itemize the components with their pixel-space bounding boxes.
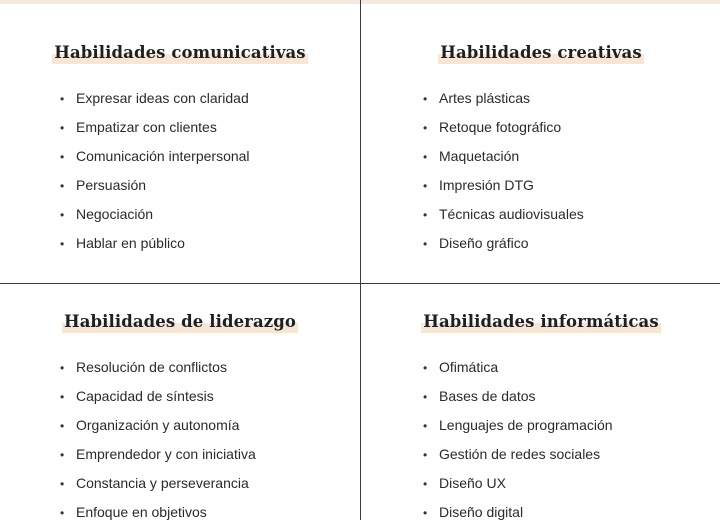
bullet-icon: •	[423, 92, 428, 106]
list-item	[423, 357, 613, 386]
list-item-label: Organización y autonomía	[76, 417, 240, 433]
list-item	[60, 444, 256, 473]
bullet-icon: •	[60, 419, 65, 433]
list-item-label: Diseño digital	[439, 504, 524, 520]
list-item-label: Negociación	[76, 206, 154, 222]
skills-list	[423, 88, 584, 262]
bullet-icon: •	[423, 237, 428, 251]
list-item-label: Gestión de redes sociales	[439, 446, 601, 462]
horizontal-divider	[0, 283, 720, 284]
list-item	[60, 502, 256, 531]
list-item	[60, 175, 250, 204]
bullet-icon: •	[60, 121, 65, 135]
list-item	[423, 233, 584, 262]
bullet-icon: •	[423, 121, 428, 135]
list-item-label: Empatizar con clientes	[76, 119, 217, 135]
list-item-label: Técnicas audiovisuales	[439, 206, 584, 222]
list-item-label: Emprendedor y con iniciativa	[76, 446, 256, 462]
bullet-icon: •	[423, 361, 428, 375]
list-item-label: Expresar ideas con claridad	[76, 90, 249, 106]
list-item	[60, 88, 250, 117]
list-item	[423, 175, 584, 204]
bullet-icon: •	[423, 150, 428, 164]
section-title: Habilidades comunicativas	[54, 43, 306, 62]
list-item-label: Lenguajes de programación	[439, 417, 613, 433]
list-item	[423, 502, 613, 531]
section-title: Habilidades creativas	[440, 43, 642, 62]
section-title: Habilidades de liderazgo	[64, 312, 296, 331]
list-item	[60, 233, 250, 262]
bullet-icon: •	[60, 448, 65, 462]
list-item-label: Comunicación interpersonal	[76, 148, 250, 164]
list-item-label: Constancia y perseverancia	[76, 475, 249, 491]
list-item	[423, 473, 613, 502]
list-item-label: Bases de datos	[439, 388, 536, 404]
list-item	[423, 88, 584, 117]
list-item-label: Resolución de conflictos	[76, 359, 227, 375]
skills-list	[60, 357, 256, 531]
list-item-label: Diseño UX	[439, 475, 506, 491]
vertical-divider	[360, 0, 361, 520]
bullet-icon: •	[423, 179, 428, 193]
list-item	[423, 146, 584, 175]
bullet-icon: •	[60, 477, 65, 491]
bullet-icon: •	[423, 477, 428, 491]
bullet-icon: •	[60, 506, 65, 520]
list-item-label: Maquetación	[439, 148, 520, 164]
list-item-label: Hablar en público	[76, 235, 185, 251]
list-item-label: Capacidad de síntesis	[76, 388, 214, 404]
bullet-icon: •	[60, 237, 65, 251]
bullet-icon: •	[423, 448, 428, 462]
list-item-label: Artes plásticas	[439, 90, 531, 106]
bullet-icon: •	[423, 208, 428, 222]
list-item	[60, 146, 250, 175]
list-item	[60, 204, 250, 233]
list-item	[60, 357, 256, 386]
skills-list	[423, 357, 613, 531]
list-item	[423, 415, 613, 444]
list-item	[423, 117, 584, 146]
bullet-icon: •	[60, 361, 65, 375]
list-item-label: Diseño gráfico	[439, 235, 529, 251]
bullet-icon: •	[423, 390, 428, 404]
list-item	[423, 386, 613, 415]
list-item	[60, 117, 250, 146]
list-item-label: Retoque fotográfico	[439, 119, 562, 135]
bullet-icon: •	[60, 150, 65, 164]
list-item	[60, 386, 256, 415]
list-item-label: Persuasión	[76, 177, 147, 193]
bullet-icon: •	[60, 208, 65, 222]
skills-list	[60, 88, 250, 262]
list-item-label: Impresión DTG	[439, 177, 534, 193]
bullet-icon: •	[60, 390, 65, 404]
bullet-icon: •	[60, 92, 65, 106]
list-item	[60, 415, 256, 444]
list-item-label: Ofimática	[439, 359, 499, 375]
list-item	[423, 444, 613, 473]
list-item	[60, 473, 256, 502]
list-item	[423, 204, 584, 233]
section-title: Habilidades informáticas	[423, 312, 659, 331]
bullet-icon: •	[60, 179, 65, 193]
list-item-label: Enfoque en objetivos	[76, 504, 207, 520]
bullet-icon: •	[423, 506, 428, 520]
bullet-icon: •	[423, 419, 428, 433]
